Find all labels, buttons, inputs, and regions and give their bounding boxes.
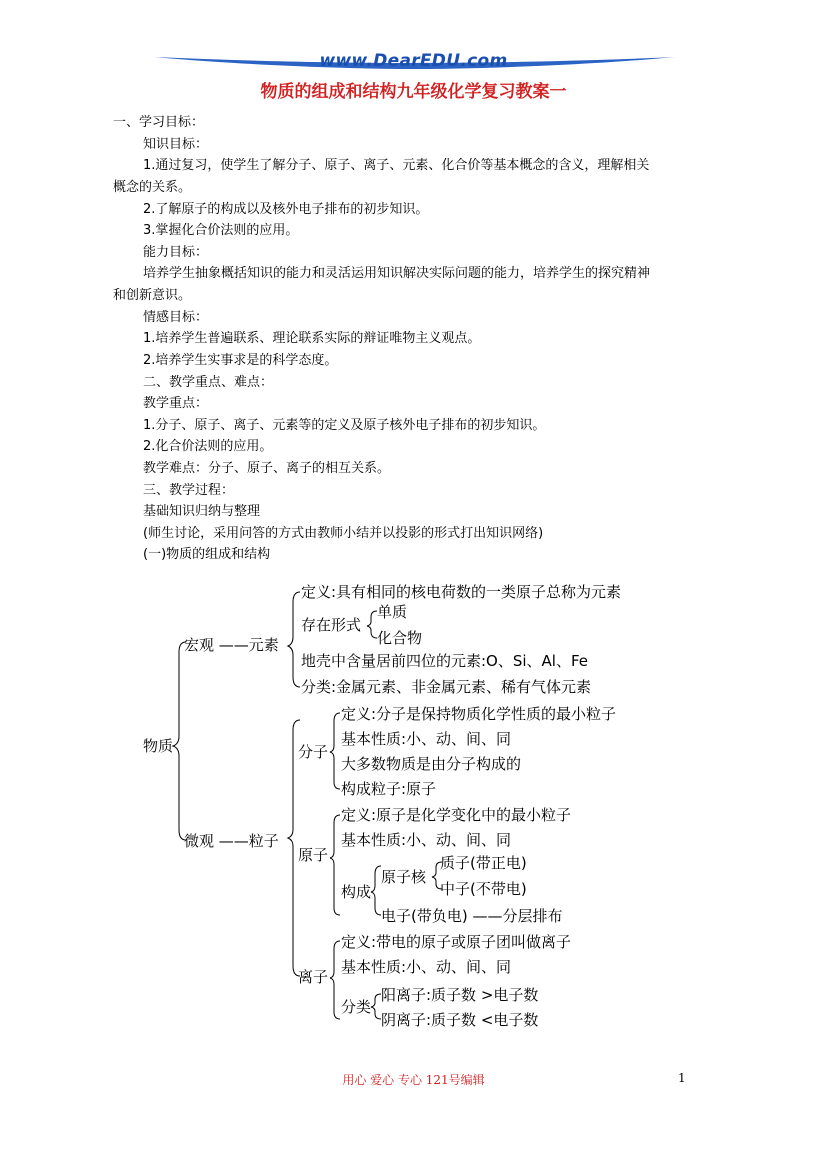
tree-micro: 微观 ——粒子 xyxy=(184,832,279,850)
tree-atom-composition: 构成 xyxy=(341,883,372,901)
body-text: 教学难点：分子、原子、离子的相互关系。 xyxy=(143,461,391,476)
tree-proton: 质子(带正电) xyxy=(440,854,527,872)
body-text: (一)物质的组成和结构 xyxy=(143,547,271,562)
subheading: 情感目标： xyxy=(143,310,209,325)
tree-molecule-most: 大多数物质是由分子构成的 xyxy=(341,755,522,773)
site-banner: www.DearEDU.com xyxy=(319,51,508,71)
tree-element-compound: 化合物 xyxy=(377,629,423,647)
body-text: 和创新意识。 xyxy=(113,288,192,303)
subheading: 知识目标： xyxy=(143,137,209,152)
tree-neutron: 中子(不带电) xyxy=(440,880,527,898)
body-text: 培养学生抽象概括知识的能力和灵活运用知识解决实际问题的能力，培养学生的探究精神 xyxy=(143,266,651,281)
body-text: 1.培养学生普遍联系、理论联系实际的辩证唯物主义观点。 xyxy=(143,331,481,346)
tree-root: 物质 xyxy=(143,737,174,755)
tree-element-single: 单质 xyxy=(377,603,408,621)
body-text: 3.掌握化合价法则的应用。 xyxy=(143,223,299,238)
body-text: 1.分子、原子、离子、元素等的定义及原子核外电子排布的初步知识。 xyxy=(143,418,546,433)
page-number: 1 xyxy=(678,1071,686,1085)
tree-atom-property: 基本性质:小、动、间、同 xyxy=(341,831,512,849)
tree-molecule-composition: 构成粒子:原子 xyxy=(341,780,437,798)
page-title: 物质的组成和结构九年级化学复习教案一 xyxy=(260,82,567,102)
body-text: 2.培养学生实事求是的科学态度。 xyxy=(143,353,338,368)
tree-element-existence: 存在形式 xyxy=(301,616,362,634)
body-text: 2.化合价法则的应用。 xyxy=(143,439,273,454)
section-heading: 一、学习目标： xyxy=(113,115,205,130)
tree-element-definition: 定义:具有相同的核电荷数的一类原子总称为元素 xyxy=(301,583,622,601)
tree-atom: 原子 xyxy=(298,846,329,864)
section-heading: 二、教学重点、难点： xyxy=(143,375,274,390)
tree-ion-property: 基本性质:小、动、间、同 xyxy=(341,958,512,976)
tree-anion: 阴离子:质子数 <电子数 xyxy=(381,1011,539,1029)
tree-macro: 宏观 ——元素 xyxy=(184,636,279,654)
page-footer: 用心 爱心 专心 121号编辑 xyxy=(342,1073,485,1087)
subheading: 教学重点： xyxy=(143,396,209,411)
tree-ion-definition: 定义:带电的原子或原子团叫做离子 xyxy=(341,933,572,951)
subheading: 能力目标： xyxy=(143,245,209,260)
body-text: (师生讨论，采用问答的方式由教师小结并以投影的形式打出知识网络) xyxy=(143,526,544,541)
body-text: 1.通过复习，使学生了解分子、原子、离子、元素、化合价等基本概念的含义，理解相关 xyxy=(143,158,650,173)
tree-ion-class: 分类 xyxy=(341,998,372,1016)
tree-element-class: 分类:金属元素、非金属元素、稀有气体元素 xyxy=(301,678,592,696)
tree-cation: 阳离子:质子数 >电子数 xyxy=(381,986,539,1004)
tree-electron: 电子(带负电) ——分层排布 xyxy=(381,907,563,925)
section-heading: 三、教学过程： xyxy=(143,483,235,498)
tree-element-crust: 地壳中含量居前四位的元素:O、Si、Al、Fe xyxy=(301,652,589,670)
tree-molecule: 分子 xyxy=(298,743,329,761)
tree-molecule-property: 基本性质:小、动、间、同 xyxy=(341,730,512,748)
body-text: 基础知识归纳与整理 xyxy=(143,504,261,519)
body-text: 概念的关系。 xyxy=(113,180,192,195)
tree-molecule-definition: 定义:分子是保持物质化学性质的最小粒子 xyxy=(341,705,617,723)
tree-nucleus: 原子核 xyxy=(381,868,427,886)
tree-ion: 离子 xyxy=(298,968,329,986)
body-text: 2.了解原子的构成以及核外电子排布的初步知识。 xyxy=(143,202,429,217)
tree-atom-definition: 定义:原子是化学变化中的最小粒子 xyxy=(341,806,572,824)
